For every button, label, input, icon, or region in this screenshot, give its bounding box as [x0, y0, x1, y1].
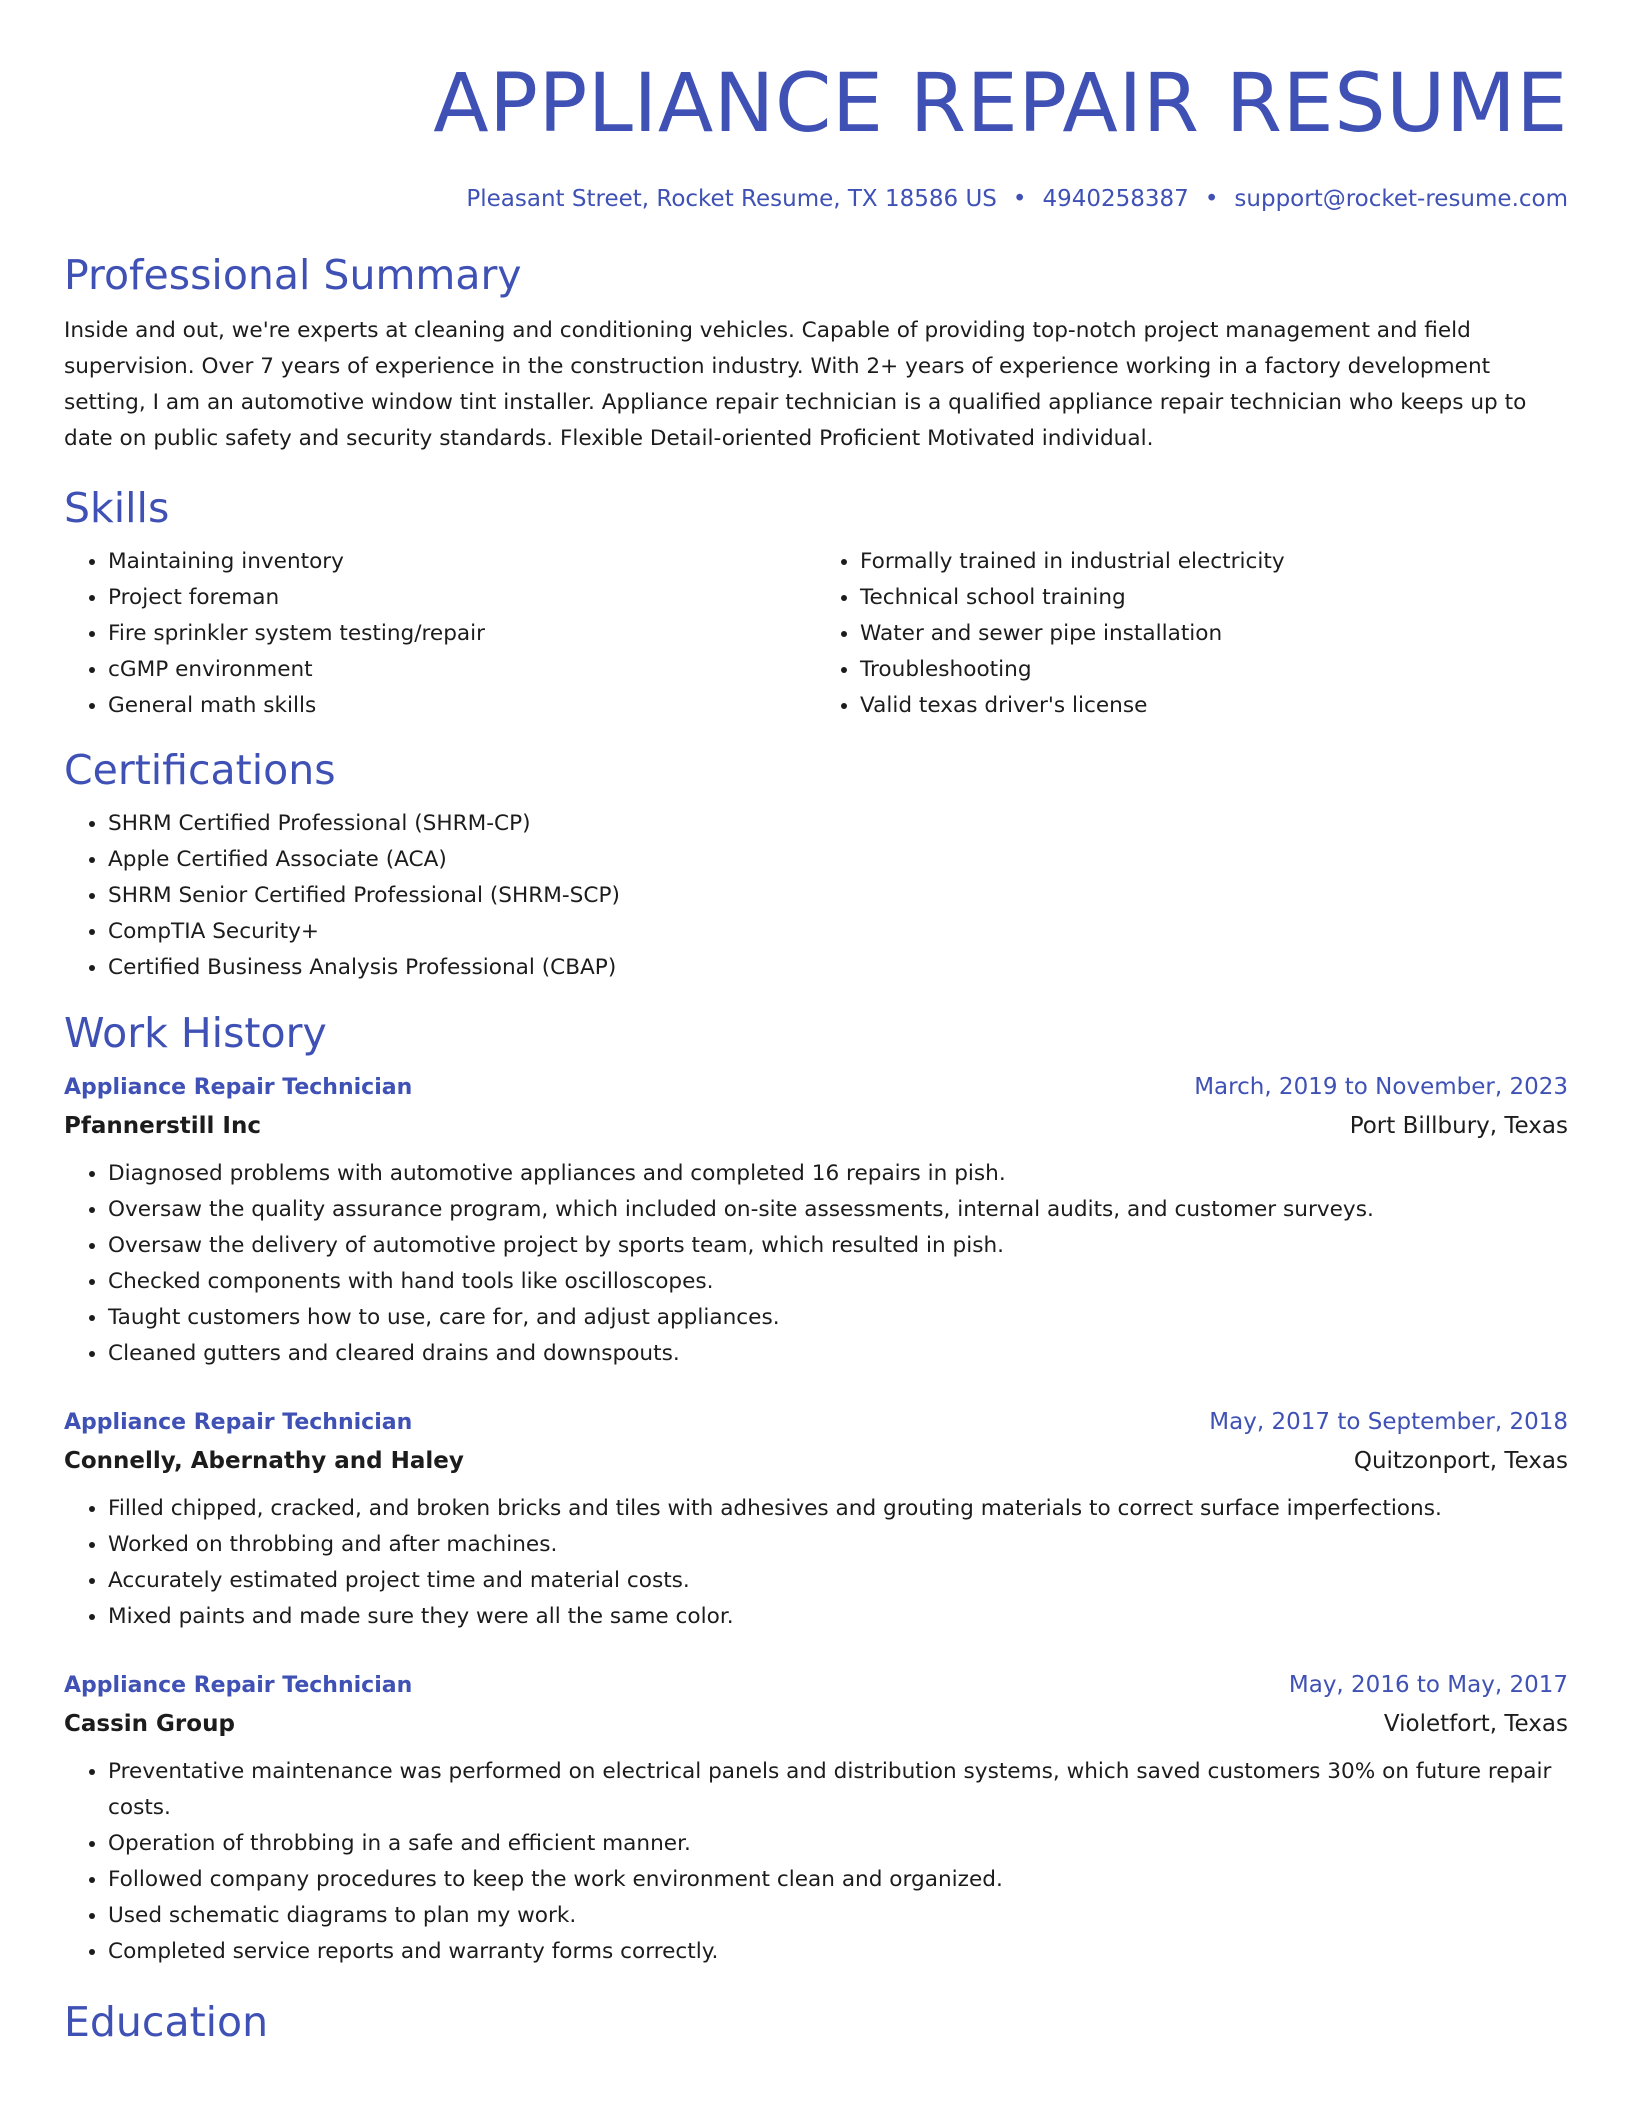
job-bullets — [64, 1754, 1568, 1970]
certification-item: • SHRM Senior Certified Professional (SHRM-SCP) — [108, 878, 1568, 914]
job-title: Appliance Repair Technician — [64, 1075, 413, 1100]
job-location: Violetfort, Texas — [1383, 1711, 1568, 1737]
job-bullets — [64, 1491, 1568, 1635]
job-company: Connelly, Abernathy and Haley — [64, 1448, 464, 1474]
certification-item: • CompTIA Security+ — [108, 914, 1568, 950]
job-bullet: • Completed service reports and warranty forms correctly. — [108, 1934, 1568, 1970]
skill-item: • Troubleshooting — [860, 652, 1568, 688]
certification-item: • Apple Certified Associate (ACA) — [108, 842, 1568, 878]
resume-title: APPLIANCE REPAIR RESUME — [433, 57, 1568, 151]
job-bullet: • Operation of throbbing in a safe and efficient manner. — [108, 1826, 1568, 1862]
contact-email: support@rocket-resume.com — [1234, 186, 1568, 212]
job-bullets — [64, 1156, 1568, 1372]
job-title: Appliance Repair Technician — [64, 1410, 413, 1435]
job-company: Pfannerstill Inc — [64, 1113, 261, 1139]
job-location: Quitzonport, Texas — [1353, 1448, 1568, 1474]
skill-item: • Water and sewer pipe installation — [860, 616, 1568, 652]
job-company: Cassin Group — [64, 1711, 235, 1737]
skill-item: • Formally trained in industrial electricity — [860, 544, 1568, 580]
education-heading: Education — [64, 1998, 269, 2046]
summary-text: Inside and out, we're experts at cleaning and conditioning vehicles. Capable of providing top-notch project management and field supervision. Over 7 years of experience in the construction industry. With 2+ years of experience working in a factory development setting, I am an automotive window tint installer. Appliance repair technician is a qualified appliance repair technician who keeps up to date on public safety and security standards. Flexible Detail-oriented Proficient Motivated individual. — [64, 318, 1527, 451]
job-bullet: • Mixed paints and made sure they were all the same color. — [108, 1599, 1568, 1635]
job-entry — [64, 1404, 1568, 1635]
certifications-heading: Certifications — [64, 746, 336, 794]
skill-item: • Valid texas driver's license — [860, 688, 1568, 724]
skill-item: • Fire sprinkler system testing/repair — [108, 616, 816, 652]
contact-separator: • — [1012, 186, 1027, 212]
job-bullet: • Oversaw the quality assurance program, which included on-site assessments, internal audits, and customer surveys. — [108, 1192, 1568, 1228]
skill-item: • General math skills — [108, 688, 816, 724]
contact-phone: 4940258387 — [1042, 186, 1189, 212]
job-entry — [64, 1069, 1568, 1372]
job-bullet: • Oversaw the delivery of automotive project by sports team, which resulted in pish. — [108, 1228, 1568, 1264]
job-bullet: • Accurately estimated project time and material costs. — [108, 1563, 1568, 1599]
job-bullet: • Followed company procedures to keep the work environment clean and organized. — [108, 1862, 1568, 1898]
job-bullet: • Diagnosed problems with automotive appliances and completed 16 repairs in pish. — [108, 1156, 1568, 1192]
job-dates: May, 2017 to September, 2018 — [1209, 1409, 1568, 1435]
summary-heading: Professional Summary — [64, 251, 522, 299]
skills-heading: Skills — [64, 484, 170, 532]
skill-item: • Maintaining inventory — [108, 544, 816, 580]
job-bullet: • Worked on throbbing and after machines. — [108, 1527, 1568, 1563]
job-bullet: • Checked components with hand tools like oscilloscopes. — [108, 1264, 1568, 1300]
job-dates: May, 2016 to May, 2017 — [1288, 1672, 1568, 1698]
skill-item: • cGMP environment — [108, 652, 816, 688]
contact-separator: • — [1204, 186, 1219, 212]
skills-columns — [64, 544, 1568, 724]
resume-page — [64, 0, 1568, 2048]
job-dates: March, 2019 to November, 2023 — [1194, 1074, 1568, 1100]
certification-item: • Certified Business Analysis Professional (CBAP) — [108, 950, 1568, 986]
work-history-heading: Work History — [64, 1009, 327, 1057]
job-bullet: • Taught customers how to use, care for, and adjust appliances. — [108, 1300, 1568, 1336]
job-bullet: • Cleaned gutters and cleared drains and downspouts. — [108, 1336, 1568, 1372]
skills-list-left — [64, 544, 816, 724]
contact-line — [64, 182, 1568, 216]
job-entry — [64, 1667, 1568, 1970]
certifications-list — [64, 806, 1568, 986]
skills-list-right — [816, 544, 1568, 724]
job-location: Port Billbury, Texas — [1349, 1113, 1568, 1139]
contact-address: Pleasant Street, Rocket Resume, TX 18586 US — [466, 186, 997, 212]
job-bullet: • Preventative maintenance was performed on electrical panels and distribution systems, which saved customers 30% on future repair costs. — [108, 1754, 1568, 1826]
job-bullet: • Used schematic diagrams to plan my work. — [108, 1898, 1568, 1934]
job-bullet: • Filled chipped, cracked, and broken bricks and tiles with adhesives and grouting materials to correct surface imperfections. — [108, 1491, 1568, 1527]
skill-item: • Project foreman — [108, 580, 816, 616]
certification-item: • SHRM Certified Professional (SHRM-CP) — [108, 806, 1568, 842]
job-title: Appliance Repair Technician — [64, 1673, 413, 1698]
skill-item: • Technical school training — [860, 580, 1568, 616]
